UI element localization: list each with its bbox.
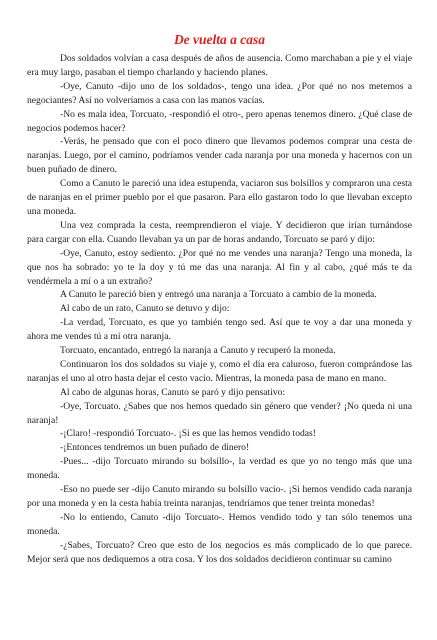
paragraph: -¡Claro! -respondió Torcuato-. ¡Si es que las hemos vendido todas!	[60, 428, 316, 440]
paragraph: A Canuto le pareció bien y entregó una naranja a Torcuato a cambio de la moneda.	[60, 289, 377, 301]
paragraph: -Eso no puede ser -dijo Canuto mirando su bolsillo vacío-. ¡Si hemos vendido cada naranja por una moneda y en la cesta había treinta naranjas, tendríamos que tener treinta monedas!	[27, 484, 412, 509]
paragraph: Al cabo de un rato, Canuto se detuvo y dijo:	[60, 303, 230, 315]
paragraph: -¿Sabes, Torcuato? Creo que esto de los negocios es más complicado de lo que parece. Mejor será que nos dediquemos a otra cosa. Y los dos soldados decidieron continuar su camino	[27, 539, 412, 565]
paragraph: Dos soldados volvían a casa después de años de ausencia. Como marchaban a pie y el viaje era muy largo, pasaban el tiempo charlando y haciendo planes.	[27, 53, 412, 78]
story-body	[27, 52, 412, 567]
document-title: De vuelta a casa	[173, 32, 266, 47]
paragraph: -¡Entonces tendremos un buen puñado de dinero!	[60, 442, 250, 454]
paragraph: Continuaron los dos soldados su viaje y, como el día era caluroso, fueron comprándose las naranjas el uno al otro hasta dejar el cesto vacío. Mientras, la moneda pasa de mano en mano.	[27, 358, 412, 384]
paragraph: -Oye, Canuto -dijo uno de los soldados-, tengo una idea. ¿Por qué no nos metemos a negociantes? Así no volveríamos a casa con las manos vacías.	[27, 80, 412, 106]
paragraph: -No lo entiendo, Canuto -dijo Torcuato-. Hemos vendido todo y tan sólo tenemos una moneda.	[27, 511, 412, 537]
paragraph: -Oye, Torcuato. ¿Sabes que nos hemos quedado sin género que vender? ¡No queda ni una naranja!	[27, 400, 412, 426]
paragraph: -No es mala idea, Torcuato, -respondió el otro-, pero apenas tenemos dinero. ¿Qué clase de negocios podemos hacer?	[27, 108, 412, 134]
paragraph: -Pues... -dijo Torcuato mirando su bolsillo-, la verdad es que yo no tengo más que una moneda.	[27, 456, 412, 482]
paragraph: -Oye, Canuto, estoy sediento. ¿Por qué no me vendes una naranja? Tengo una moneda, la que nos ha sobrado: yo te la doy y tú me das una naranja. Al fin y al cabo, ¿qué más te da vendérmela a mí o a un extraño?	[27, 247, 412, 287]
paragraph: Como a Canuto le pareció una idea estupenda, vaciaron sus bolsillos y compraron una cesta de naranjas en el primer pueblo por el que pasaron. Para ello gastaron todo lo que llevaban excepto una moneda.	[27, 178, 412, 217]
paragraph: Al cabo de algunas horas, Canuto se paró y dijo pensativo:	[60, 386, 286, 398]
paragraph: Torcuato, encantado, entregó la naranja a Canuto y recuperó la moneda.	[60, 345, 336, 357]
paragraph: -Verás, he pensado que con el poco dinero que llevamos podemos comprar una cesta de naranjas. Luego, por el camino, podríamos vender cada naranja por una moneda y hacernos con un buen puñado de dinero.	[27, 136, 412, 176]
paragraph: -La verdad, Torcuato, es que yo también tengo sed. Así que te voy a dar una moneda y ahora me vendes tú a mí otra naranja.	[27, 317, 412, 343]
paragraph: Una vez comprada la cesta, reemprendieron el viaje. Y decidieron que irían turnándose para cargar con ella. Cuando llevaban ya un par de horas andando, Torcuato se paró y dijo:	[27, 219, 412, 245]
